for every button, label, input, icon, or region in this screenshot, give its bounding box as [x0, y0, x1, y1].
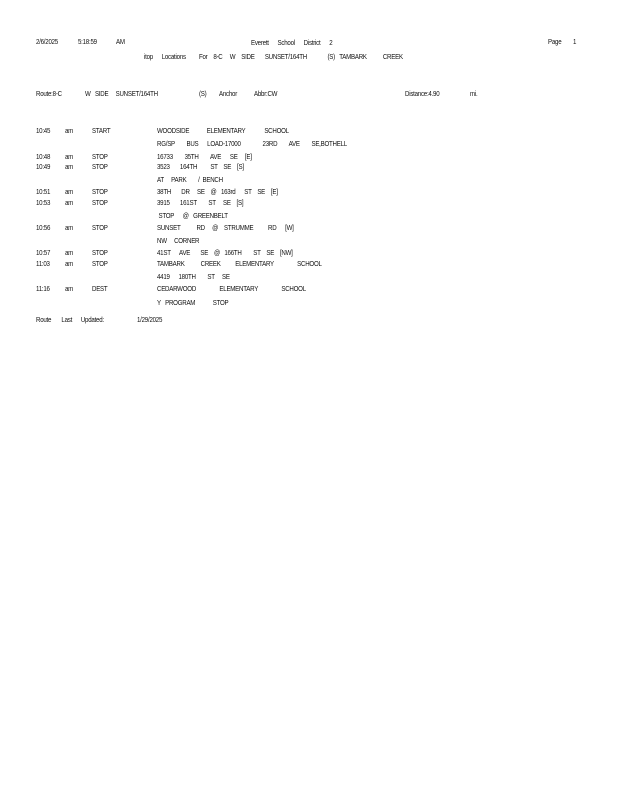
- stop-description-line2: RG/SP BUS LOAD-17000 23RD AVE SE,BOTHELL: [157, 139, 347, 148]
- stop-type: STOP: [92, 162, 108, 171]
- stop-description-line2: Y PROGRAM STOP: [157, 298, 229, 307]
- stop-type: STOP: [92, 152, 108, 161]
- stop-description-line2: 4419 180TH ST SE: [157, 272, 230, 281]
- stop-ampm: am: [65, 248, 74, 257]
- page-number: 1: [573, 37, 577, 46]
- stop-type: DEST: [92, 284, 108, 293]
- stop-time: 11:16: [36, 284, 50, 293]
- stop-ampm: am: [65, 259, 74, 268]
- stop-ampm: am: [65, 198, 74, 207]
- route-distance: Distance:4.90: [405, 89, 440, 98]
- stop-description: SUNSET RD @ STRUMME RD [W]: [157, 223, 294, 232]
- stop-description: 38TH DR SE @ 163rd ST SE [E]: [157, 187, 278, 196]
- stop-ampm: am: [65, 152, 74, 161]
- stop-description-line2: STOP @ GREENBELT: [157, 211, 228, 220]
- route-name: W SIDE SUNSET/164TH: [85, 89, 158, 98]
- stop-ampm: am: [65, 187, 74, 196]
- stop-time: 10:49: [36, 162, 51, 171]
- stop-description: TAMBARK CREEK ELEMENTARY SCHOOL: [157, 259, 322, 268]
- stop-ampm: am: [65, 126, 74, 135]
- stop-type: STOP: [92, 259, 108, 268]
- stop-description: 3915 161ST ST SE [S]: [157, 198, 244, 207]
- distance-unit: mi.: [470, 89, 478, 98]
- stop-time: 10:45: [36, 126, 51, 135]
- stop-ampm: am: [65, 284, 74, 293]
- stop-time: 10:56: [36, 223, 51, 232]
- stop-type: STOP: [92, 248, 108, 257]
- stop-description-line2: AT PARK / BENCH: [157, 175, 223, 184]
- report-ampm: AM: [116, 37, 125, 46]
- stop-description: 16733 35TH AVE SE [E]: [157, 152, 252, 161]
- stop-type: START: [92, 126, 111, 135]
- stop-description: WOODSIDE ELEMENTARY SCHOOL: [157, 126, 289, 135]
- stop-time: 10:57: [36, 248, 51, 257]
- route-label: Route:8-C: [36, 89, 62, 98]
- stop-type: STOP: [92, 198, 108, 207]
- page-label: Page: [548, 37, 562, 46]
- last-updated-date: 1/29/2025: [137, 315, 163, 324]
- route-abbr: Abbr:CW: [254, 89, 278, 98]
- stop-time: 10:48: [36, 152, 51, 161]
- report-date: 2/6/2025: [36, 37, 58, 46]
- stop-time: 10:51: [36, 187, 51, 196]
- last-updated-label: Route Last Updated:: [36, 315, 104, 324]
- stop-description: CEDARWOOD ELEMENTARY SCHOOL: [157, 284, 306, 293]
- stop-ampm: am: [65, 223, 74, 232]
- stop-time: 11:03: [36, 259, 50, 268]
- stop-description: 3523 164TH ST SE [S]: [157, 162, 244, 171]
- stop-time: 10:53: [36, 198, 51, 207]
- report-subtitle: itop Locations For 8-C W SIDE SUNSET/164TH (S) TAMBARK CREEK: [144, 52, 403, 61]
- stop-type: STOP: [92, 223, 108, 232]
- stop-description: 41ST AVE SE @ 166TH ST SE [NW]: [157, 248, 293, 257]
- stop-type: STOP: [92, 187, 108, 196]
- report-title: Everett School District 2: [251, 38, 333, 47]
- report-time: 5:18:59: [78, 37, 97, 46]
- anchor-label: Anchor: [219, 89, 238, 98]
- route-direction: (S): [199, 89, 207, 98]
- stop-description-line2: NW CORNER: [157, 236, 200, 245]
- stop-ampm: am: [65, 162, 74, 171]
